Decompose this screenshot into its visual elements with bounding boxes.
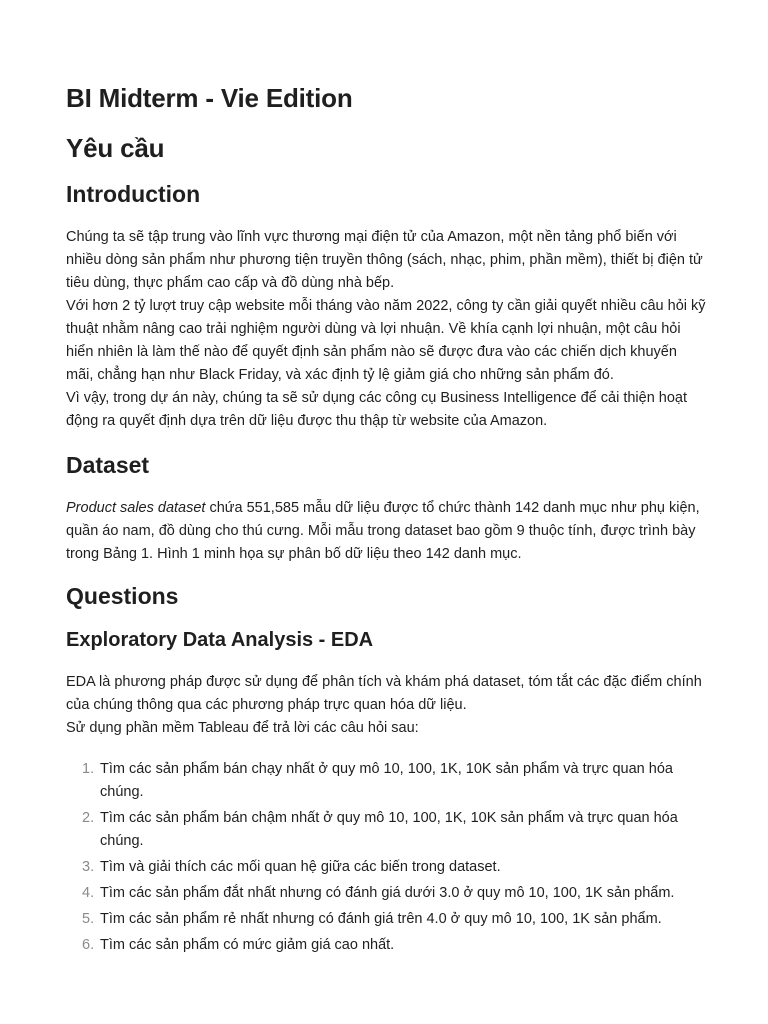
list-item-text: Tìm các sản phẩm đắt nhất nhưng có đánh giá dưới 3.0 ở quy mô 10, 100, 1K sản phẩm. (100, 885, 675, 901)
list-item (66, 934, 706, 957)
list-item (66, 856, 706, 879)
list-item-number: 6. (82, 937, 95, 953)
list-item-number: 3. (82, 859, 95, 875)
introduction-paragraph-2: Với hơn 2 tỷ lượt truy cập website mỗi tháng vào năm 2022, công ty cần giải quyết nhiều câu hỏi kỹ thuật nhằm nâng cao trải nghiệm người dùng và lợi nhuận. Về khía cạnh lợi nhuận, một câu hỏi hiển nhiên là làm thế nào để quyết định sản phẩm nào sẽ được đưa vào các chiến dịch khuyến mãi, chẳng hạn như Black Friday, và xác định tỷ lệ giảm giá cho những sản phẩm đó. (66, 298, 706, 383)
dataset-body (66, 497, 706, 566)
introduction-body (66, 226, 706, 433)
eda-paragraph-2: Sử dụng phần mềm Tableau để trả lời các câu hỏi sau: (66, 720, 419, 736)
list-item-text: Tìm các sản phẩm có mức giảm giá cao nhất. (100, 937, 395, 953)
eda-heading: Exploratory Data Analysis - EDA (66, 629, 374, 651)
introduction-paragraph-3: Vì vậy, trong dự án này, chúng ta sẽ sử dụng các công cụ Business Intelligence để cải thiện hoạt động ra quyết định dựa trên dữ liệu được thu thập từ website của Amazon. (66, 390, 688, 429)
dataset-heading: Dataset (66, 452, 150, 478)
list-item (66, 758, 706, 804)
document-subtitle: Yêu cầu (66, 133, 165, 163)
list-item (66, 882, 706, 905)
document-title: BI Midterm - Vie Edition (66, 83, 353, 113)
questions-heading: Questions (66, 583, 179, 609)
dataset-paragraph (66, 497, 706, 566)
list-item-text: Tìm và giải thích các mối quan hệ giữa các biến trong dataset. (100, 859, 501, 875)
eda-question-list (66, 758, 706, 960)
list-item-number: 2. (82, 810, 95, 826)
list-item (66, 807, 706, 853)
list-item (66, 908, 706, 931)
eda-body (66, 671, 706, 740)
dataset-name: Product sales dataset (66, 500, 206, 516)
introduction-heading: Introduction (66, 181, 201, 207)
list-item-number: 5. (82, 911, 95, 927)
list-item-text: Tìm các sản phẩm bán chạy nhất ở quy mô 10, 100, 1K, 10K sản phẩm và trực quan hóa chúng. (100, 761, 673, 800)
list-item-number: 1. (82, 761, 95, 777)
list-item-text: Tìm các sản phẩm rẻ nhất nhưng có đánh giá trên 4.0 ở quy mô 10, 100, 1K sản phẩm. (100, 911, 662, 927)
dataset-description: chứa 551,585 mẫu dữ liệu được tổ chức thành 142 danh mục như phụ kiện, quần áo nam, đồ dùng cho thú cưng. Mỗi mẫu trong dataset bao gồm 9 thuộc tính, được trình bày trong Bảng 1. Hình 1 minh họa sự phân bố dữ liệu theo 142 danh mục. (66, 500, 700, 562)
list-item-text: Tìm các sản phẩm bán chậm nhất ở quy mô 10, 100, 1K, 10K sản phẩm và trực quan hóa chúng. (100, 810, 678, 849)
eda-paragraph-1: EDA là phương pháp được sử dụng để phân tích và khám phá dataset, tóm tắt các đặc điểm chính của chúng thông qua các phương pháp trực quan hóa dữ liệu. (66, 674, 702, 713)
introduction-paragraph-1: Chúng ta sẽ tập trung vào lĩnh vực thương mại điện tử của Amazon, một nền tảng phổ biến với nhiều dòng sản phẩm như phương tiện truyền thông (sách, nhạc, phim, phần mềm), thiết bị điện tử tiêu dùng, thực phẩm cao cấp và đồ dùng nhà bếp. (66, 229, 703, 291)
list-item-number: 4. (82, 885, 95, 901)
